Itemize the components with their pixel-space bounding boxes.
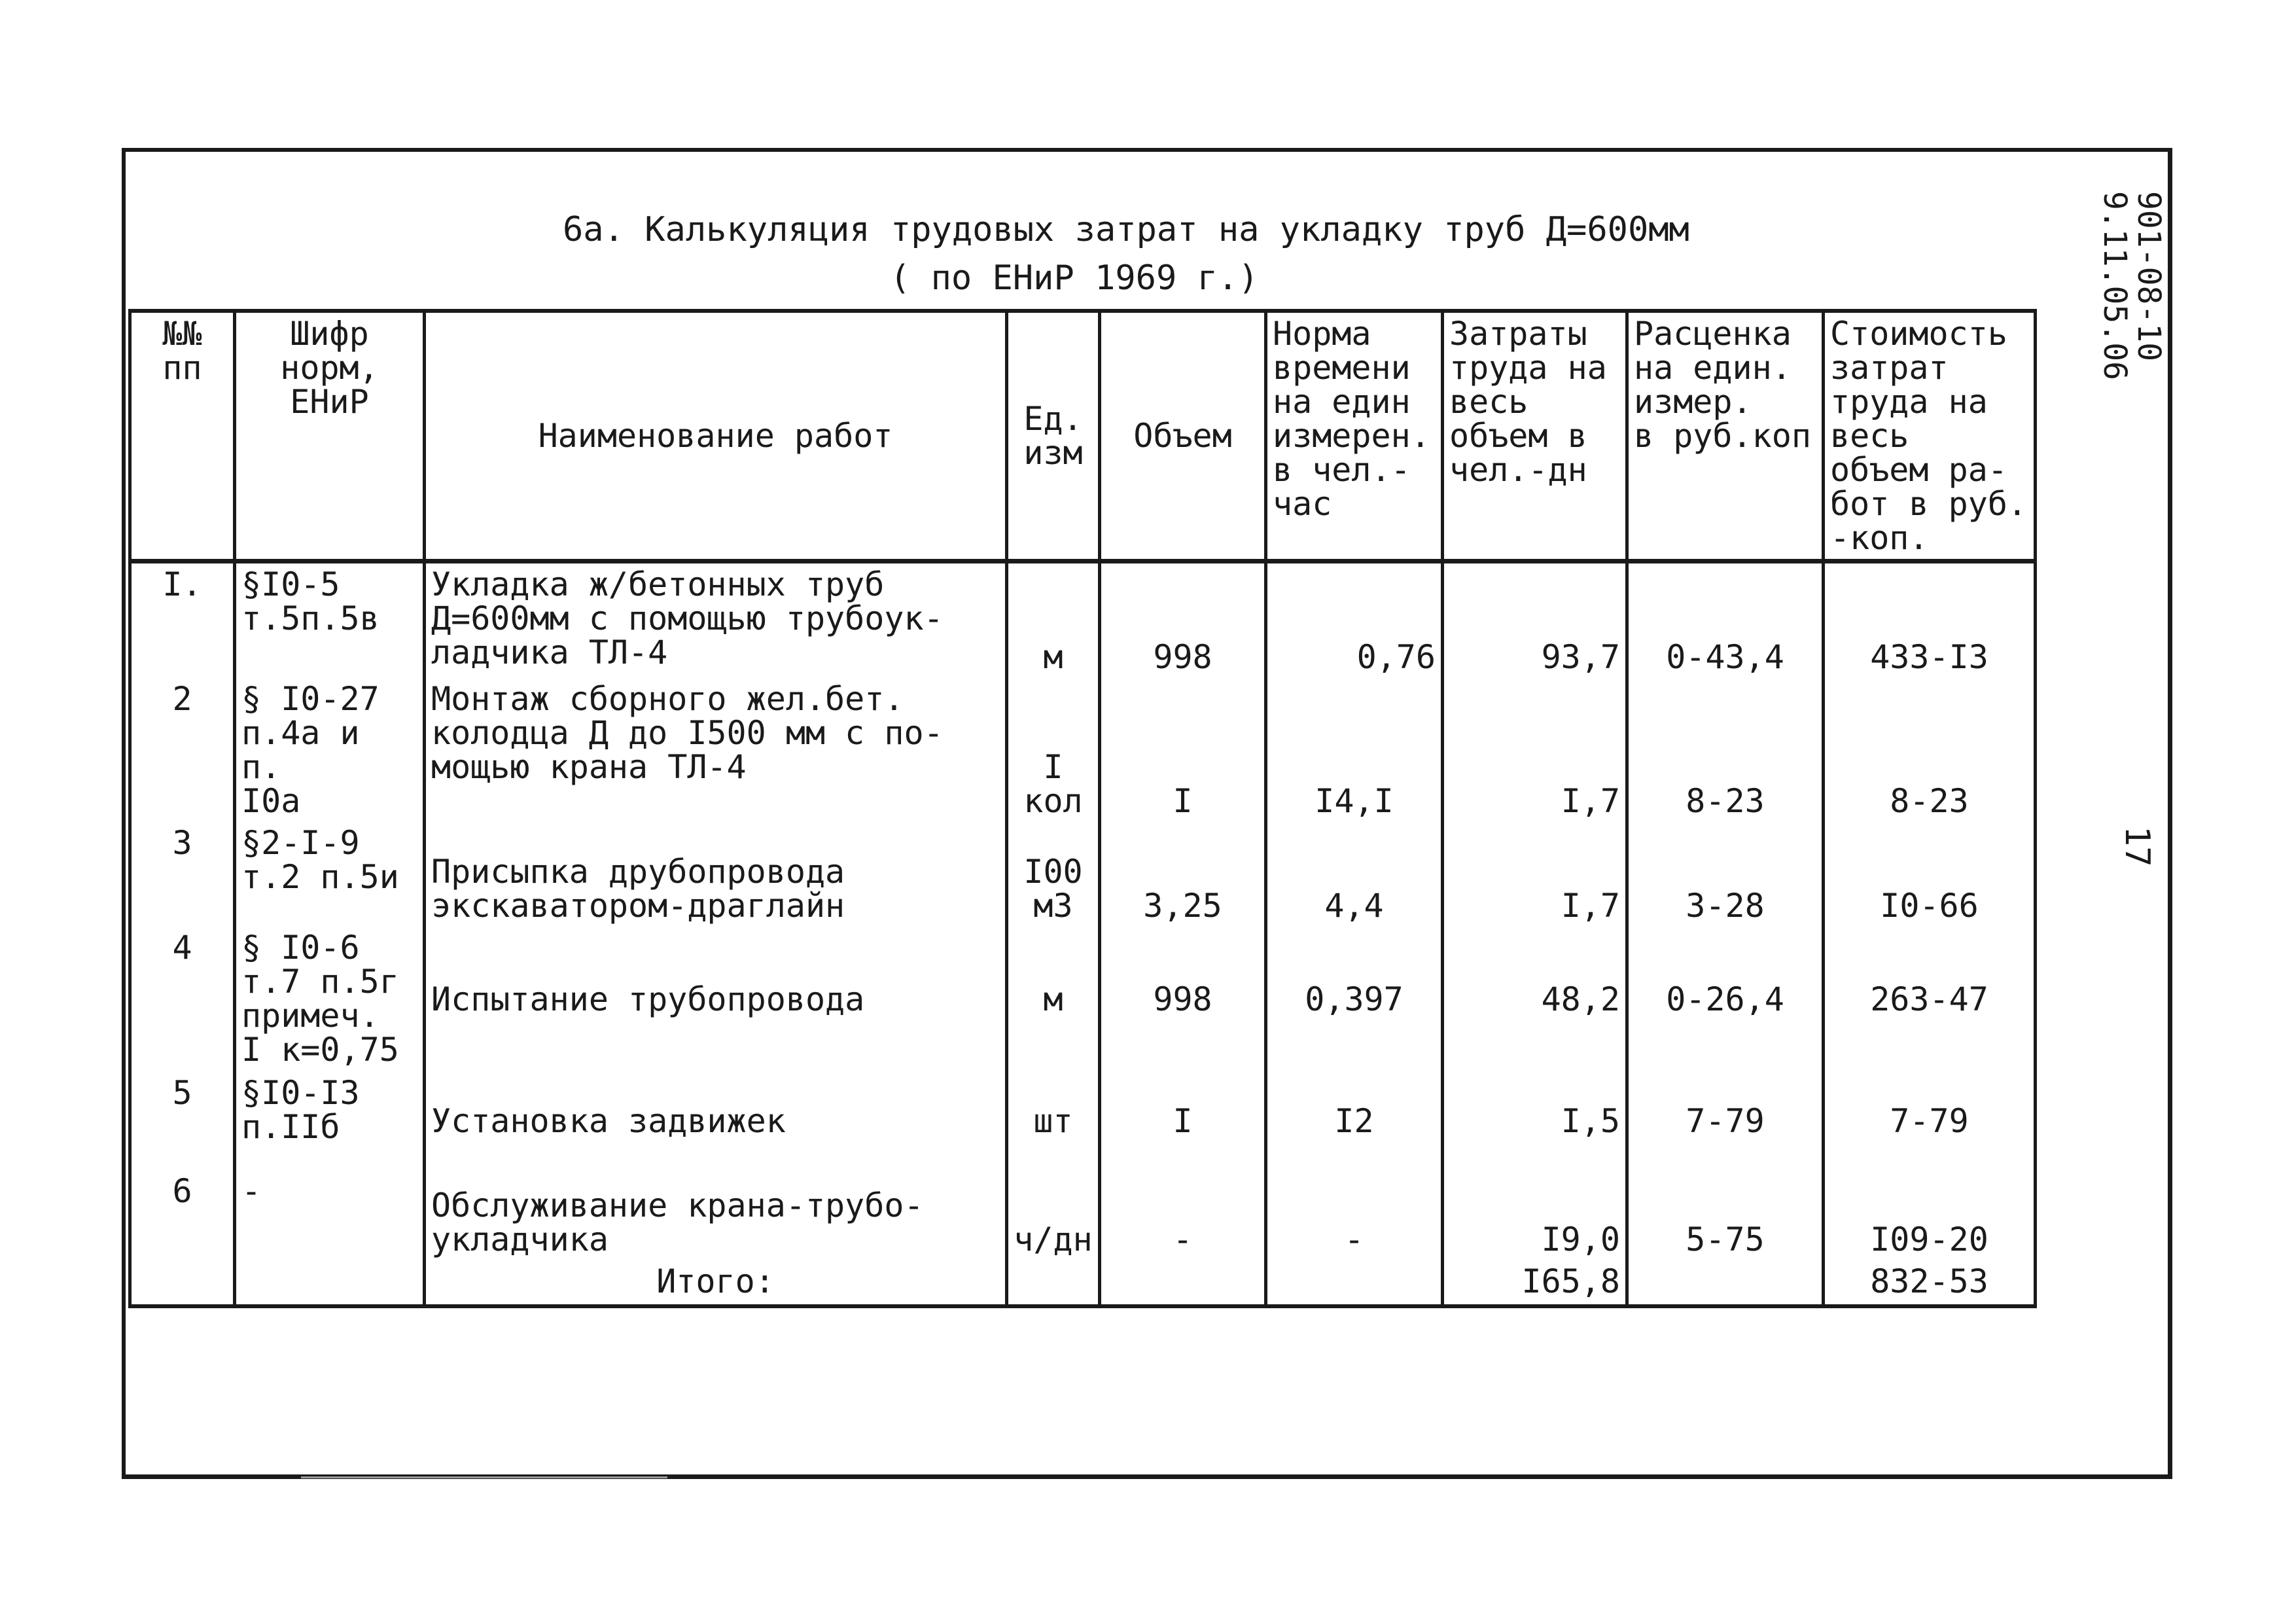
row-unit: шт xyxy=(1007,1072,1100,1170)
row-code: §2-I-9 т.2 п.5и xyxy=(235,822,425,927)
row-rate: 3-28 xyxy=(1627,822,1824,927)
header-labor: Затраты труда на весь объем в чел.-дн xyxy=(1443,311,1627,562)
row-num: 4 xyxy=(130,927,235,1072)
row-unit: I00 м3 xyxy=(1007,822,1100,927)
total-empty-rate xyxy=(1627,1260,1824,1306)
row-unit: ч/дн xyxy=(1007,1170,1100,1260)
table-row xyxy=(130,1170,2036,1260)
total-empty-norm xyxy=(1266,1260,1443,1306)
total-empty-unit xyxy=(1007,1260,1100,1306)
row-code: - xyxy=(235,1170,425,1260)
row-cost: 8-23 xyxy=(1824,678,2036,822)
row-labor: I,7 xyxy=(1443,822,1627,927)
table-row xyxy=(130,678,2036,822)
total-cost: 832-53 xyxy=(1824,1260,2036,1306)
total-row xyxy=(130,1260,2036,1306)
row-volume: 3,25 xyxy=(1100,822,1266,927)
header-code: Шифр норм, ЕНиР xyxy=(235,311,425,562)
row-code: §I0-5 т.5п.5в xyxy=(235,562,425,678)
row-cost: 263-47 xyxy=(1824,927,2036,1072)
scan-artifact-line xyxy=(301,1476,667,1478)
row-labor: I,7 xyxy=(1443,678,1627,822)
header-unit: Ед. изм xyxy=(1007,311,1100,562)
row-num: I. xyxy=(130,562,235,678)
row-unit: м xyxy=(1007,927,1100,1072)
row-volume: - xyxy=(1100,1170,1266,1260)
table-header-row xyxy=(130,311,2036,562)
row-volume: 998 xyxy=(1100,927,1266,1072)
row-name: Присыпка друбопровода экскаватором-драглайн xyxy=(425,822,1007,927)
row-num: 5 xyxy=(130,1072,235,1170)
table-row xyxy=(130,822,2036,927)
side-document-code xyxy=(2087,191,2185,466)
row-name: Монтаж сборного жел.бет. колодца Д до I500 мм с по- мощью крана ТЛ-4 xyxy=(425,678,1007,822)
total-empty-num xyxy=(130,1260,235,1306)
row-num: 6 xyxy=(130,1170,235,1260)
row-norm: I2 xyxy=(1266,1072,1443,1170)
row-name: Обслуживание крана-трубо- укладчика xyxy=(425,1170,1007,1260)
row-cost: I09-20 xyxy=(1824,1170,2036,1260)
row-rate: 8-23 xyxy=(1627,678,1824,822)
total-empty-volume xyxy=(1100,1260,1266,1306)
row-cost: 433-I3 xyxy=(1824,562,2036,678)
row-volume: 998 xyxy=(1100,562,1266,678)
document-title: 6а. Калькуляция трудовых затрат на укладку труб Д=600мм xyxy=(563,210,1689,249)
header-volume: Объем xyxy=(1100,311,1266,562)
row-cost: I0-66 xyxy=(1824,822,2036,927)
row-norm: I4,I xyxy=(1266,678,1443,822)
row-norm: 0,397 xyxy=(1266,927,1443,1072)
row-labor: 48,2 xyxy=(1443,927,1627,1072)
row-labor: 93,7 xyxy=(1443,562,1627,678)
table-row xyxy=(130,1072,2036,1170)
row-volume: I xyxy=(1100,1072,1266,1170)
row-rate: 0-43,4 xyxy=(1627,562,1824,678)
page-number xyxy=(2117,826,2170,885)
page-number-text: 17 xyxy=(2117,826,2157,867)
table-row xyxy=(130,562,2036,678)
labor-cost-table xyxy=(128,309,2037,1308)
row-num: 3 xyxy=(130,822,235,927)
header-rate: Расценка на един. измер. в руб.коп xyxy=(1627,311,1824,562)
row-name: Укладка ж/бетонных труб Д=600мм с помощью трубоук- ладчика ТЛ-4 xyxy=(425,562,1007,678)
row-unit: I кол xyxy=(1007,678,1100,822)
document-subtitle: ( по ЕНиР 1969 г.) xyxy=(890,259,1259,298)
row-norm: 0,76 xyxy=(1266,562,1443,678)
row-cost: 7-79 xyxy=(1824,1072,2036,1170)
row-name: Испытание трубопровода xyxy=(425,927,1007,1072)
total-empty-code xyxy=(235,1260,425,1306)
header-cost: Стоимость затрат труда на весь объем ра- бот в руб. -коп. xyxy=(1824,311,2036,562)
header-norm: Норма времени на един измерен. в чел.- час xyxy=(1266,311,1443,562)
row-num: 2 xyxy=(130,678,235,822)
row-rate: 0-26,4 xyxy=(1627,927,1824,1072)
row-rate: 7-79 xyxy=(1627,1072,1824,1170)
row-unit: м xyxy=(1007,562,1100,678)
total-label: Итого: xyxy=(425,1260,1007,1306)
row-norm: 4,4 xyxy=(1266,822,1443,927)
row-rate: 5-75 xyxy=(1627,1170,1824,1260)
row-labor: I9,0 xyxy=(1443,1170,1627,1260)
table-row xyxy=(130,927,2036,1072)
header-name: Наименование работ xyxy=(425,311,1007,562)
row-code: § I0-6 т.7 п.5г примеч. I к=0,75 xyxy=(235,927,425,1072)
row-labor: I,5 xyxy=(1443,1072,1627,1170)
row-code: § I0-27 п.4а и п. I0а xyxy=(235,678,425,822)
total-labor: I65,8 xyxy=(1443,1260,1627,1306)
row-name: Установка задвижек xyxy=(425,1072,1007,1170)
row-norm: - xyxy=(1266,1170,1443,1260)
row-code: §I0-I3 п.IIб xyxy=(235,1072,425,1170)
row-volume: I xyxy=(1100,678,1266,822)
side-document-code-text: 901-08-10 9.11.05.06 xyxy=(2096,191,2167,380)
header-num: №№ пп xyxy=(130,311,235,562)
